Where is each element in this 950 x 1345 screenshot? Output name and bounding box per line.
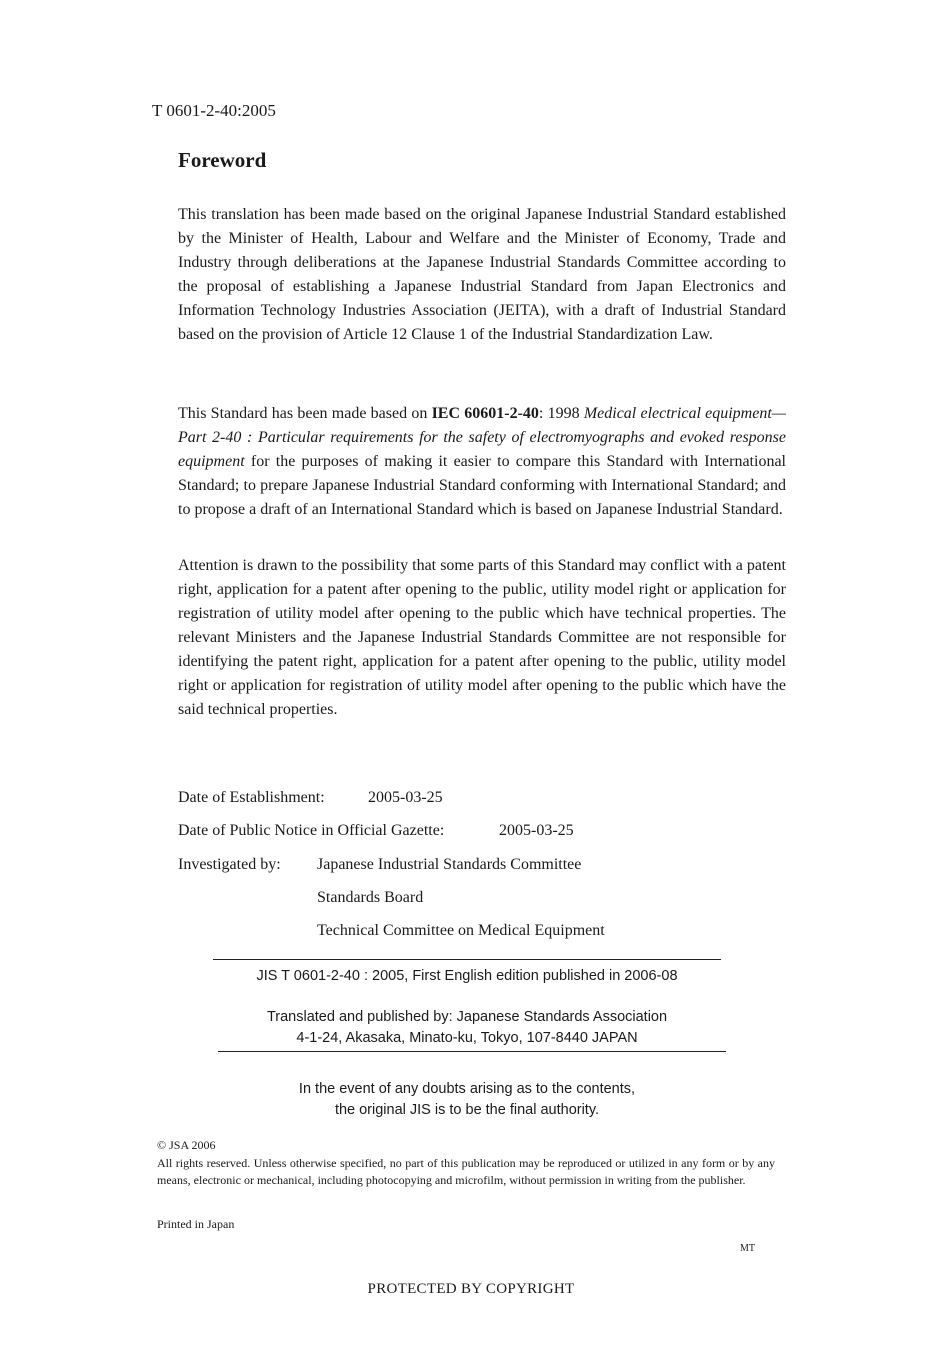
investigated-by-line: Japanese Industrial Standards Committee (317, 856, 582, 873)
page-title: Foreword (178, 148, 267, 172)
iec-reference-year: : 1998 (538, 405, 584, 422)
public-notice-date: 2005-03-25 (499, 822, 574, 839)
protected-footer: PROTECTED BY COPYRIGHT (367, 1281, 575, 1297)
rights-statement: All rights reserved. Unless otherwise specified, no part of this publication may be reproduced or utilized in any form or by any means, electronic or mechanical, including photocopying and microfilm, without permission in writing from the publisher. (157, 1156, 775, 1187)
copyright-notice: © JSA 2006 (157, 1138, 216, 1152)
divider-top (213, 959, 721, 960)
printed-in: Printed in Japan (157, 1217, 235, 1231)
divider-bottom (218, 1051, 726, 1052)
authority-line-2: the original JIS is to be the final authority. (334, 1102, 600, 1118)
edition-line: JIS T 0601-2-40 : 2005, First English edition published in 2006-08 (256, 968, 678, 984)
investigated-by-line: Technical Committee on Medical Equipment (317, 922, 605, 939)
foreword-paragraph-3: Attention is drawn to the possibility that some parts of this Standard may conflict with a patent right, application for a patent after opening to the public, utility model right or application for registration of utility model after opening to the public which have technical properties. The relevant Ministers and the Japanese Industrial Standards Committee are not responsible for identifying the patent right, application for a patent after opening to the public, utility model right or application for registration of utility model after opening to the public which have the said technical properties. (178, 557, 786, 718)
iec-reference: IEC 60601-2-40 (431, 405, 539, 422)
foreword-paragraph-1: This translation has been made based on the original Japanese Industrial Standard established by the Minister of Health, Labour and Welfare and the Minister of Economy, Trade and Industry through deliberations at the Japanese Industrial Standards Committee according to the proposal of establishing a Japanese Industrial Standard from Japan Electronics and Information Technology Industries Association (JEITA), with a draft of Industrial Standard based on the provision of Article 12 Clause 1 of the Industrial Standardization Law. (178, 206, 786, 343)
establishment-label: Date of Establishment: (178, 789, 325, 806)
iec-reference-title: Medical electrical equipment—Part 2-40 : Particular requirements for the safety of electromyographs and evoked response equipment (178, 405, 787, 470)
publisher-line: Translated and published by: Japanese Standards Association (266, 1009, 668, 1025)
foreword-paragraph-2 (178, 402, 786, 522)
public-notice-label: Date of Public Notice in Official Gazette: (178, 822, 445, 839)
para2-tail: for the purposes of making it easier to compare this Standard with International Standard; to prepare Japanese Industrial Standard conforming with International Standard; and to propose a draft of an International Standard which is based on Japanese Industrial Standard. (178, 453, 786, 518)
para2-lead: This Standard has been made based on (178, 405, 432, 422)
investigated-by-label: Investigated by: (178, 856, 281, 873)
mt-mark: MT (740, 1243, 755, 1254)
investigated-by-line: Standards Board (317, 889, 424, 906)
document-id-header: T 0601-2-40:2005 (152, 101, 276, 120)
establishment-date: 2005-03-25 (368, 789, 443, 806)
authority-line-1: In the event of any doubts arising as to the contents, (298, 1081, 636, 1097)
publisher-address: 4-1-24, Akasaka, Minato-ku, Tokyo, 107-8440 JAPAN (296, 1030, 638, 1046)
